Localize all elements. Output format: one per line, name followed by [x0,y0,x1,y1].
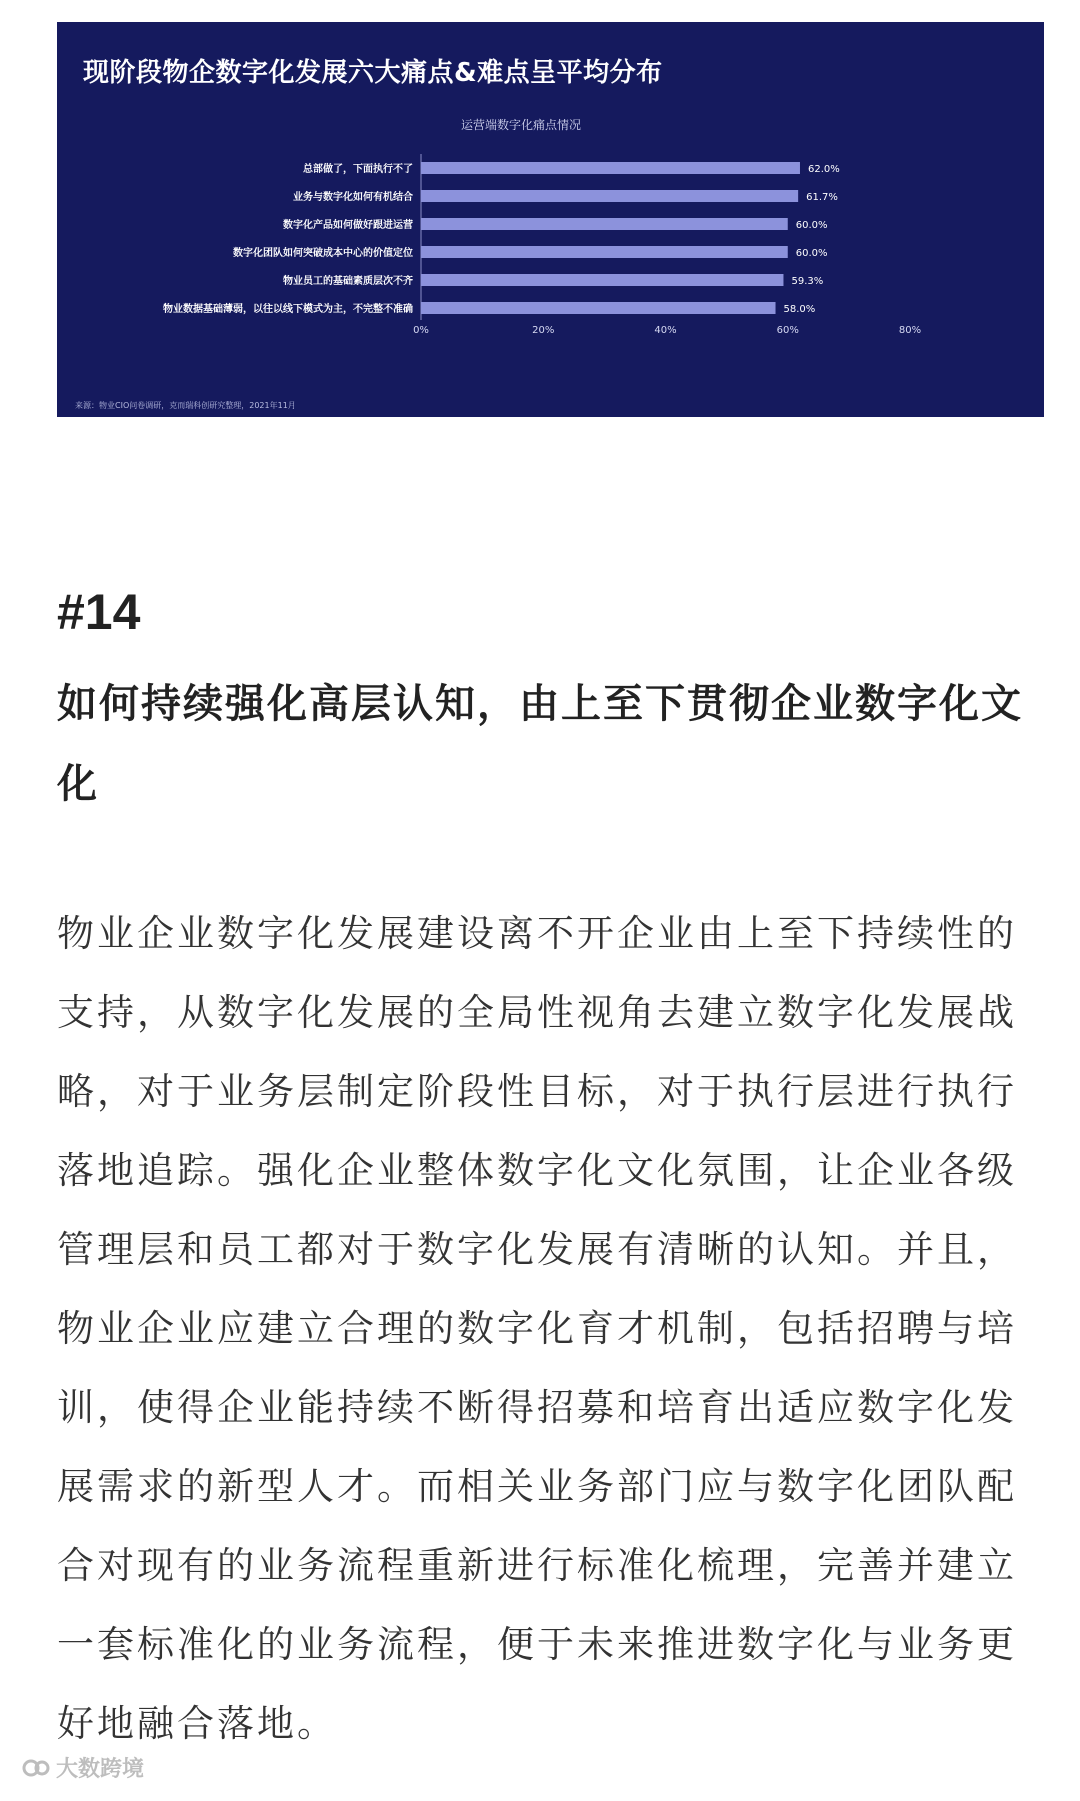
value-label-1: 61.7% [806,192,838,203]
category-label-1: 业务与数字化如何有机结合 [293,192,413,203]
value-label-2: 60.0% [795,220,828,231]
chart-card [57,22,1044,417]
dashu-logo-icon [22,1757,50,1779]
x-tick-label-2: 40% [654,325,677,336]
bar-5 [421,302,776,314]
watermark-text: 大数跨境 [56,1757,145,1782]
bar-1 [421,190,798,202]
x-tick-label-4: 80% [898,325,922,336]
category-label-2: 数字化产品如何做好跟进运营 [283,220,413,231]
bar-4 [421,274,783,286]
bar-2 [421,218,788,230]
chart-subtitle: 运营端数字化痛点情况 [460,118,582,132]
value-label-5: 58.0% [783,304,816,315]
bar-3 [421,246,788,258]
section-number: #14 [57,584,141,640]
category-label-3: 数字化团队如何突破成本中心的价值定位 [233,248,413,259]
x-tick-label-0: 0% [413,325,429,336]
body-paragraph: 物业企业数字化发展建设离不开企业由上至下持续性的支持，从数字化发展的全局性视角去建立数字化发展战略，对于业务层制定阶段性目标，对于执行层进行执行落地追踪。强化企业整体数字化文化氛围，让企业各级管理层和员工都对于数字化发展有清晰的认知。并且，物业企业应建立合理的数字化育才机制，包括招聘与培训，使得企业能持续不断得招募和培育出适应数字化发展需求的新型人才。而相关业务部门应与数字化团队配合对现有的业务流程重新进行标准化梳理，完善并建立一套标准化的业务流程，便于未来推进数字化与业务更好地融合落地。 [57,912,1017,1745]
category-label-0: 总部做了，下面执行不了 [303,164,413,175]
category-label-5: 物业数据基础薄弱，以往以线下模式为主，不完整不准确 [163,304,413,315]
section-heading: 如何持续强化高层认知，由上至下贯彻企业数字化文化 [57,681,1023,807]
x-tick-label-3: 60% [776,325,799,336]
chart-source-note: 来源：物业CIO问卷调研，克而瑞科创研究整理，2021年11月 [75,401,296,410]
value-label-4: 59.3% [791,276,824,287]
category-label-4: 物业员工的基础素质层次不齐 [283,276,413,287]
value-label-0: 62.0% [807,164,840,175]
value-label-3: 60.0% [795,248,828,259]
chart-title: 现阶段物企数字化发展六大痛点&难点呈平均分布 [83,58,663,88]
x-tick-label-1: 20% [532,325,555,336]
watermark [22,1752,144,1783]
bar-0 [421,162,800,174]
